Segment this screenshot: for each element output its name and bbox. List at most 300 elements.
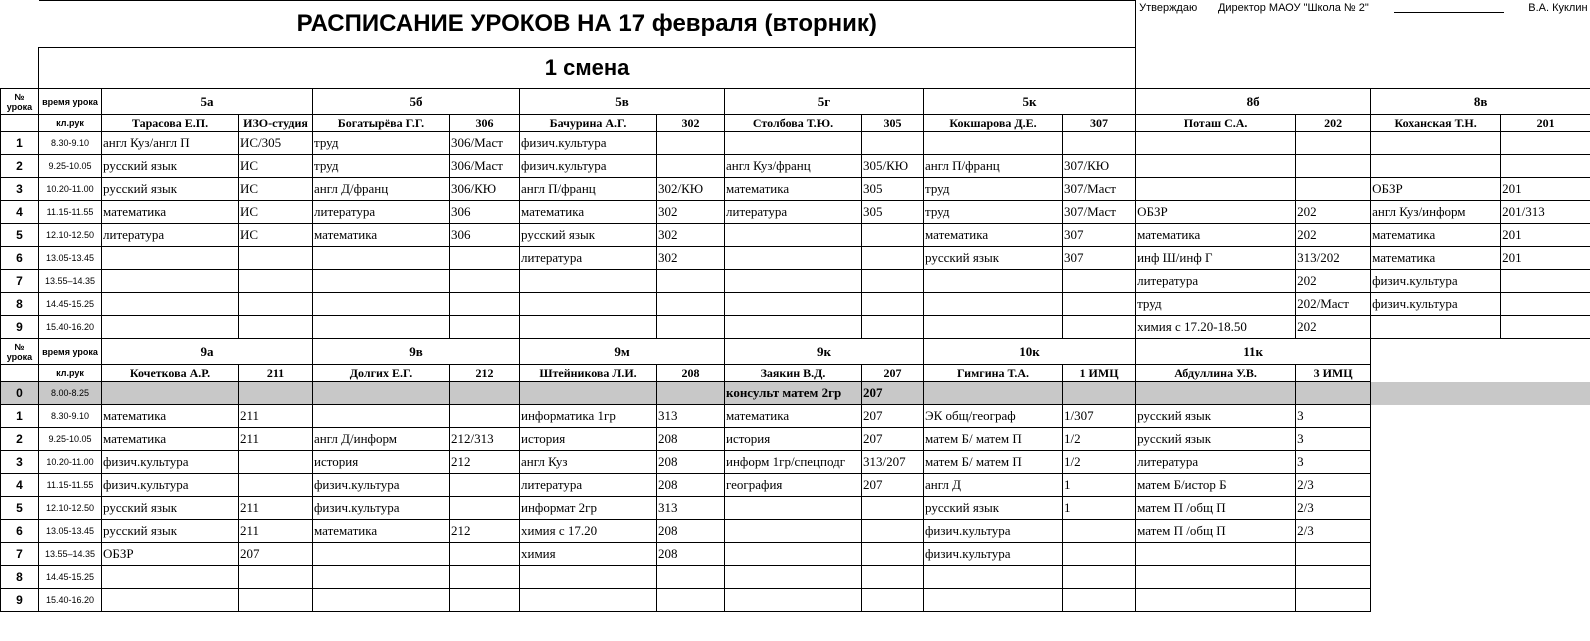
lesson-subject: русский язык (924, 497, 1063, 520)
lesson-number: 5 (1, 224, 39, 247)
class-teacher: Тарасова Е.П. (102, 115, 239, 132)
table-row (1, 520, 1590, 543)
lesson-subject (924, 382, 1063, 405)
lesson-subject (102, 293, 239, 316)
empty-cell (1371, 589, 1590, 612)
lesson-subject (1136, 589, 1296, 612)
lesson-room: 202 (1296, 316, 1371, 339)
shift-title: 1 смена (39, 48, 1136, 89)
lesson-room: 211 (239, 405, 313, 428)
approve-label: Утверждаю (1139, 1, 1198, 14)
lesson-subject: ОБЗР (1136, 201, 1296, 224)
lesson-subject: труд (313, 132, 450, 155)
table-row (1, 382, 1590, 405)
lesson-time: 11.15-11.55 (39, 474, 102, 497)
lesson-number: 7 (1, 543, 39, 566)
lesson-number: 9 (1, 589, 39, 612)
lesson-subject: информат 2гр (520, 497, 657, 520)
lesson-subject: литература (1136, 270, 1296, 293)
empty-cell (1371, 428, 1590, 451)
lesson-subject (313, 247, 450, 270)
lesson-time: 15.40-16.20 (39, 589, 102, 612)
lesson-room: 207 (862, 382, 924, 405)
lesson-room: ИС (239, 201, 313, 224)
lesson-subject (520, 316, 657, 339)
lesson-room: 307/Маст (1063, 178, 1136, 201)
lesson-room (450, 316, 520, 339)
corner-blank (1, 1, 39, 48)
lesson-room: ИС (239, 178, 313, 201)
lesson-subject: консульт матем 2гр (725, 382, 862, 405)
lesson-subject (725, 224, 862, 247)
lesson-room (862, 316, 924, 339)
lesson-subject (924, 293, 1063, 316)
lesson-subject (725, 270, 862, 293)
lesson-room: 211 (239, 428, 313, 451)
class-teacher: Долгих Е.Г. (313, 365, 450, 382)
lesson-room: 212/313 (450, 428, 520, 451)
lesson-room: 306/Маст (450, 132, 520, 155)
lesson-room: 1/2 (1063, 451, 1136, 474)
lesson-subject (725, 316, 862, 339)
lesson-time: 9.25-10.05 (39, 428, 102, 451)
lesson-room: 306/КЮ (450, 178, 520, 201)
lesson-subject: физич.культура (102, 474, 239, 497)
lesson-subject (313, 382, 450, 405)
lesson-room (1501, 270, 1590, 293)
lesson-room (450, 566, 520, 589)
lesson-subject: русский язык (924, 247, 1063, 270)
lesson-subject: труд (924, 201, 1063, 224)
lesson-room: 313 (657, 497, 725, 520)
lesson-number-header-cont (1, 115, 39, 132)
lesson-room (1296, 566, 1371, 589)
lesson-subject (313, 543, 450, 566)
lesson-room (862, 293, 924, 316)
lesson-subject: литература (520, 474, 657, 497)
lesson-room: 307 (1063, 247, 1136, 270)
lesson-subject: англ Куз/франц (725, 155, 862, 178)
lesson-room (450, 543, 520, 566)
class-teacher: Богатырёва Г.Г. (313, 115, 450, 132)
lesson-room: 313/207 (862, 451, 924, 474)
lesson-number: 3 (1, 178, 39, 201)
empty-cell (1371, 339, 1590, 365)
lesson-room (1296, 382, 1371, 405)
lesson-subject: русский язык (1136, 428, 1296, 451)
lesson-subject (924, 270, 1063, 293)
lesson-subject: математика (102, 201, 239, 224)
lesson-room (450, 293, 520, 316)
lesson-number: 7 (1, 270, 39, 293)
lesson-subject (924, 316, 1063, 339)
home-room: 202 (1296, 115, 1371, 132)
lesson-room (657, 293, 725, 316)
approval-block (1136, 1, 1590, 89)
table-row (1, 224, 1590, 247)
lesson-room (1501, 155, 1590, 178)
home-room: 211 (239, 365, 313, 382)
lesson-subject: физич.культура (1371, 270, 1501, 293)
lesson-subject (520, 270, 657, 293)
class-name: 11к (1136, 339, 1371, 365)
lesson-subject: физич.культура (313, 474, 450, 497)
lesson-subject (520, 566, 657, 589)
class-teacher: Кочеткова А.Р. (102, 365, 239, 382)
lesson-subject: англ П/франц (520, 178, 657, 201)
lesson-room: 212 (450, 451, 520, 474)
lesson-number: 0 (1, 382, 39, 405)
lesson-subject: физич.культура (924, 543, 1063, 566)
lesson-subject (725, 247, 862, 270)
lesson-subject: литература (1136, 451, 1296, 474)
lesson-room (1063, 316, 1136, 339)
lesson-room (657, 155, 725, 178)
lesson-subject: география (725, 474, 862, 497)
lesson-subject: англ Куз/информ (1371, 201, 1501, 224)
lesson-room: 2/3 (1296, 497, 1371, 520)
lesson-time-header: время урока (39, 89, 102, 115)
shift-blank (1, 48, 39, 89)
lesson-subject: математика (924, 224, 1063, 247)
lesson-subject: математика (725, 405, 862, 428)
lesson-time: 13.05-13.45 (39, 520, 102, 543)
lesson-subject: русский язык (102, 178, 239, 201)
table-row (1, 589, 1590, 612)
lesson-subject: литература (102, 224, 239, 247)
lesson-room: 207 (862, 474, 924, 497)
lesson-subject: матем П /общ П (1136, 497, 1296, 520)
lesson-time: 11.15-11.55 (39, 201, 102, 224)
lesson-subject: труд (313, 155, 450, 178)
lesson-subject: литература (520, 247, 657, 270)
lesson-room: 202/Маст (1296, 293, 1371, 316)
lesson-number-header: № урока (1, 89, 39, 115)
lesson-room: 305/КЮ (862, 155, 924, 178)
lesson-subject (313, 270, 450, 293)
lesson-subject: математика (725, 178, 862, 201)
table-row (1, 270, 1590, 293)
lesson-number: 8 (1, 293, 39, 316)
lesson-subject: ОБЗР (102, 543, 239, 566)
lesson-subject (924, 589, 1063, 612)
lesson-room (239, 382, 313, 405)
lesson-room: 202 (1296, 201, 1371, 224)
empty-cell (1371, 365, 1590, 382)
lesson-subject: ОБЗР (1371, 178, 1501, 201)
home-room: 306 (450, 115, 520, 132)
director-label: Директор МАОУ "Школа № 2" (1217, 1, 1369, 14)
lesson-room: 208 (657, 451, 725, 474)
table-row (1, 293, 1590, 316)
table-row (1, 543, 1590, 566)
table-row (1, 405, 1590, 428)
lesson-subject: математика (102, 428, 239, 451)
lesson-number: 2 (1, 428, 39, 451)
class-teacher: Заякин В.Д. (725, 365, 862, 382)
lesson-subject: история (725, 428, 862, 451)
class-name: 9а (102, 339, 313, 365)
class-name: 5а (102, 89, 313, 115)
lesson-room: 207 (862, 405, 924, 428)
lesson-room (1296, 589, 1371, 612)
lesson-subject: русский язык (102, 155, 239, 178)
lesson-time: 13.05-13.45 (39, 247, 102, 270)
lesson-room (1063, 270, 1136, 293)
lesson-room (1296, 178, 1371, 201)
empty-cell (1371, 543, 1590, 566)
lesson-room (862, 543, 924, 566)
lesson-subject: матем Б/истор Б (1136, 474, 1296, 497)
lesson-room (450, 589, 520, 612)
lesson-room: 306 (450, 224, 520, 247)
class-teacher: Гимгина Т.А. (924, 365, 1063, 382)
class-name: 9в (313, 339, 520, 365)
lesson-room (862, 520, 924, 543)
lesson-subject: матем Б/ матем П (924, 451, 1063, 474)
lesson-time: 10.20-11.00 (39, 178, 102, 201)
table-row (1, 155, 1590, 178)
lesson-room (239, 293, 313, 316)
class-teacher-label: кл.рук (39, 365, 102, 382)
class-name: 10к (924, 339, 1136, 365)
lesson-room: 306 (450, 201, 520, 224)
lesson-room: 1/307 (1063, 405, 1136, 428)
table-row (1, 428, 1590, 451)
lesson-time: 12.10-12.50 (39, 224, 102, 247)
lesson-room: 1/2 (1063, 428, 1136, 451)
empty-cell (1371, 566, 1590, 589)
lesson-subject: математика (1136, 224, 1296, 247)
lesson-time: 9.25-10.05 (39, 155, 102, 178)
lesson-time-header: время урока (39, 339, 102, 365)
lesson-subject (725, 543, 862, 566)
class-teacher: Столбова Т.Ю. (725, 115, 862, 132)
lesson-time: 8.30-9.10 (39, 405, 102, 428)
lesson-subject: труд (924, 178, 1063, 201)
lesson-subject (924, 132, 1063, 155)
lesson-subject (313, 589, 450, 612)
lesson-room: 2/3 (1296, 474, 1371, 497)
home-room: 307 (1063, 115, 1136, 132)
home-room: 212 (450, 365, 520, 382)
empty-cell (1371, 451, 1590, 474)
lesson-subject (1371, 132, 1501, 155)
lesson-number: 1 (1, 405, 39, 428)
lesson-room (1063, 566, 1136, 589)
class-name: 8в (1371, 89, 1590, 115)
lesson-room: ИС/305 (239, 132, 313, 155)
table-row (1, 247, 1590, 270)
lesson-number: 1 (1, 132, 39, 155)
lesson-subject: русский язык (102, 520, 239, 543)
table-row (1, 474, 1590, 497)
class-name: 8б (1136, 89, 1371, 115)
lesson-subject: химия (520, 543, 657, 566)
class-teacher-label: кл.рук (39, 115, 102, 132)
lesson-subject (725, 497, 862, 520)
lesson-number: 4 (1, 201, 39, 224)
lesson-time: 15.40-16.20 (39, 316, 102, 339)
lesson-room: 208 (657, 428, 725, 451)
class-name: 5б (313, 89, 520, 115)
lesson-room: 211 (239, 497, 313, 520)
lesson-room: 212 (450, 520, 520, 543)
class-teacher: Поташ С.А. (1136, 115, 1296, 132)
lesson-subject: математика (520, 201, 657, 224)
lesson-subject: англ Д/франц (313, 178, 450, 201)
lesson-subject (1136, 382, 1296, 405)
lesson-subject (1371, 155, 1501, 178)
lesson-room: 313/202 (1296, 247, 1371, 270)
lesson-time: 10.20-11.00 (39, 451, 102, 474)
lesson-subject: физич.культура (313, 497, 450, 520)
lesson-room (862, 589, 924, 612)
lesson-number: 3 (1, 451, 39, 474)
home-room: 201 (1501, 115, 1590, 132)
lesson-room (1063, 589, 1136, 612)
lesson-room (862, 247, 924, 270)
lesson-room (1296, 132, 1371, 155)
class-name: 5в (520, 89, 725, 115)
lesson-room: ИС (239, 155, 313, 178)
lesson-subject: химия с 17.20 (520, 520, 657, 543)
lesson-room (450, 382, 520, 405)
lesson-room: 201 (1501, 224, 1590, 247)
lesson-subject (1136, 566, 1296, 589)
lesson-room: 3 (1296, 405, 1371, 428)
home-room: 207 (862, 365, 924, 382)
lesson-subject (102, 247, 239, 270)
class-teacher: Штейникова Л.И. (520, 365, 657, 382)
lesson-room (239, 451, 313, 474)
class-teacher: Коханская Т.Н. (1371, 115, 1501, 132)
lesson-subject (725, 132, 862, 155)
lesson-room (1296, 155, 1371, 178)
lesson-subject: литература (313, 201, 450, 224)
lesson-subject: англ Д (924, 474, 1063, 497)
lesson-subject (313, 566, 450, 589)
lesson-room (239, 247, 313, 270)
lesson-subject: информ 1гр/спецподг (725, 451, 862, 474)
lesson-room: 305 (862, 201, 924, 224)
lesson-subject (1136, 543, 1296, 566)
lesson-subject: история (313, 451, 450, 474)
lesson-room (657, 589, 725, 612)
lesson-subject (102, 270, 239, 293)
lesson-room: 201 (1501, 247, 1590, 270)
lesson-subject (520, 382, 657, 405)
lesson-subject (102, 589, 239, 612)
lesson-subject (102, 566, 239, 589)
lesson-room: 302 (657, 224, 725, 247)
class-name: 9к (725, 339, 924, 365)
lesson-subject (520, 589, 657, 612)
table-row (1, 497, 1590, 520)
class-teacher: Бачурина А.Г. (520, 115, 657, 132)
lesson-number: 6 (1, 247, 39, 270)
empty-cell (1371, 405, 1590, 428)
lesson-room: 302 (657, 247, 725, 270)
empty-cell (1371, 497, 1590, 520)
lesson-room (657, 132, 725, 155)
lesson-number-header: № урока (1, 339, 39, 365)
page-title: РАСПИСАНИЕ УРОКОВ НА 17 февраля (вторник) (39, 1, 1136, 48)
lesson-subject (725, 566, 862, 589)
lesson-time: 8.00-8.25 (39, 382, 102, 405)
lesson-room: 1 (1063, 497, 1136, 520)
lesson-room (862, 132, 924, 155)
lesson-subject (1136, 132, 1296, 155)
lesson-subject: русский язык (102, 497, 239, 520)
lesson-subject (102, 382, 239, 405)
lesson-time: 12.10-12.50 (39, 497, 102, 520)
lesson-subject: ЭК общ/географ (924, 405, 1063, 428)
lesson-room (1501, 293, 1590, 316)
lesson-subject: англ П/франц (924, 155, 1063, 178)
lesson-subject: русский язык (520, 224, 657, 247)
lesson-subject (313, 293, 450, 316)
lesson-subject: матем Б/ матем П (924, 428, 1063, 451)
lesson-room (450, 474, 520, 497)
lesson-time: 13.55–14.35 (39, 543, 102, 566)
lesson-subject: математика (102, 405, 239, 428)
lesson-room: 305 (862, 178, 924, 201)
lesson-room: 306/Маст (450, 155, 520, 178)
lesson-room (1501, 316, 1590, 339)
lesson-room: 202 (1296, 270, 1371, 293)
lesson-room (657, 382, 725, 405)
lesson-room (450, 405, 520, 428)
lesson-room: 2/3 (1296, 520, 1371, 543)
lesson-subject: физич.культура (520, 132, 657, 155)
lesson-number: 4 (1, 474, 39, 497)
home-room: 1 ИМЦ (1063, 365, 1136, 382)
lesson-room (239, 589, 313, 612)
lesson-time: 8.30-9.10 (39, 132, 102, 155)
lesson-subject: история (520, 428, 657, 451)
lesson-room: 202 (1296, 224, 1371, 247)
lesson-room (239, 474, 313, 497)
empty-cell (1371, 520, 1590, 543)
lesson-room (1296, 543, 1371, 566)
lesson-room (862, 566, 924, 589)
lesson-room (862, 224, 924, 247)
lesson-subject: инф Ш/инф Г (1136, 247, 1296, 270)
lesson-room (657, 270, 725, 293)
lesson-room: 307/Маст (1063, 201, 1136, 224)
home-room: 305 (862, 115, 924, 132)
lesson-subject: информатика 1гр (520, 405, 657, 428)
lesson-number: 2 (1, 155, 39, 178)
lesson-room: 3 (1296, 428, 1371, 451)
home-room: ИЗО-студия (239, 115, 313, 132)
lesson-subject: математика (1371, 224, 1501, 247)
lesson-subject: химия с 17.20-18.50 (1136, 316, 1296, 339)
home-room: 208 (657, 365, 725, 382)
class-name: 5г (725, 89, 924, 115)
lesson-room: 207 (862, 428, 924, 451)
lesson-subject (725, 589, 862, 612)
lesson-subject (313, 316, 450, 339)
lesson-subject (102, 316, 239, 339)
lesson-room: 207 (239, 543, 313, 566)
table-row (1, 178, 1590, 201)
table-row (1, 316, 1590, 339)
lesson-room (239, 270, 313, 293)
lesson-room (1501, 132, 1590, 155)
lesson-time: 13.55–14.35 (39, 270, 102, 293)
